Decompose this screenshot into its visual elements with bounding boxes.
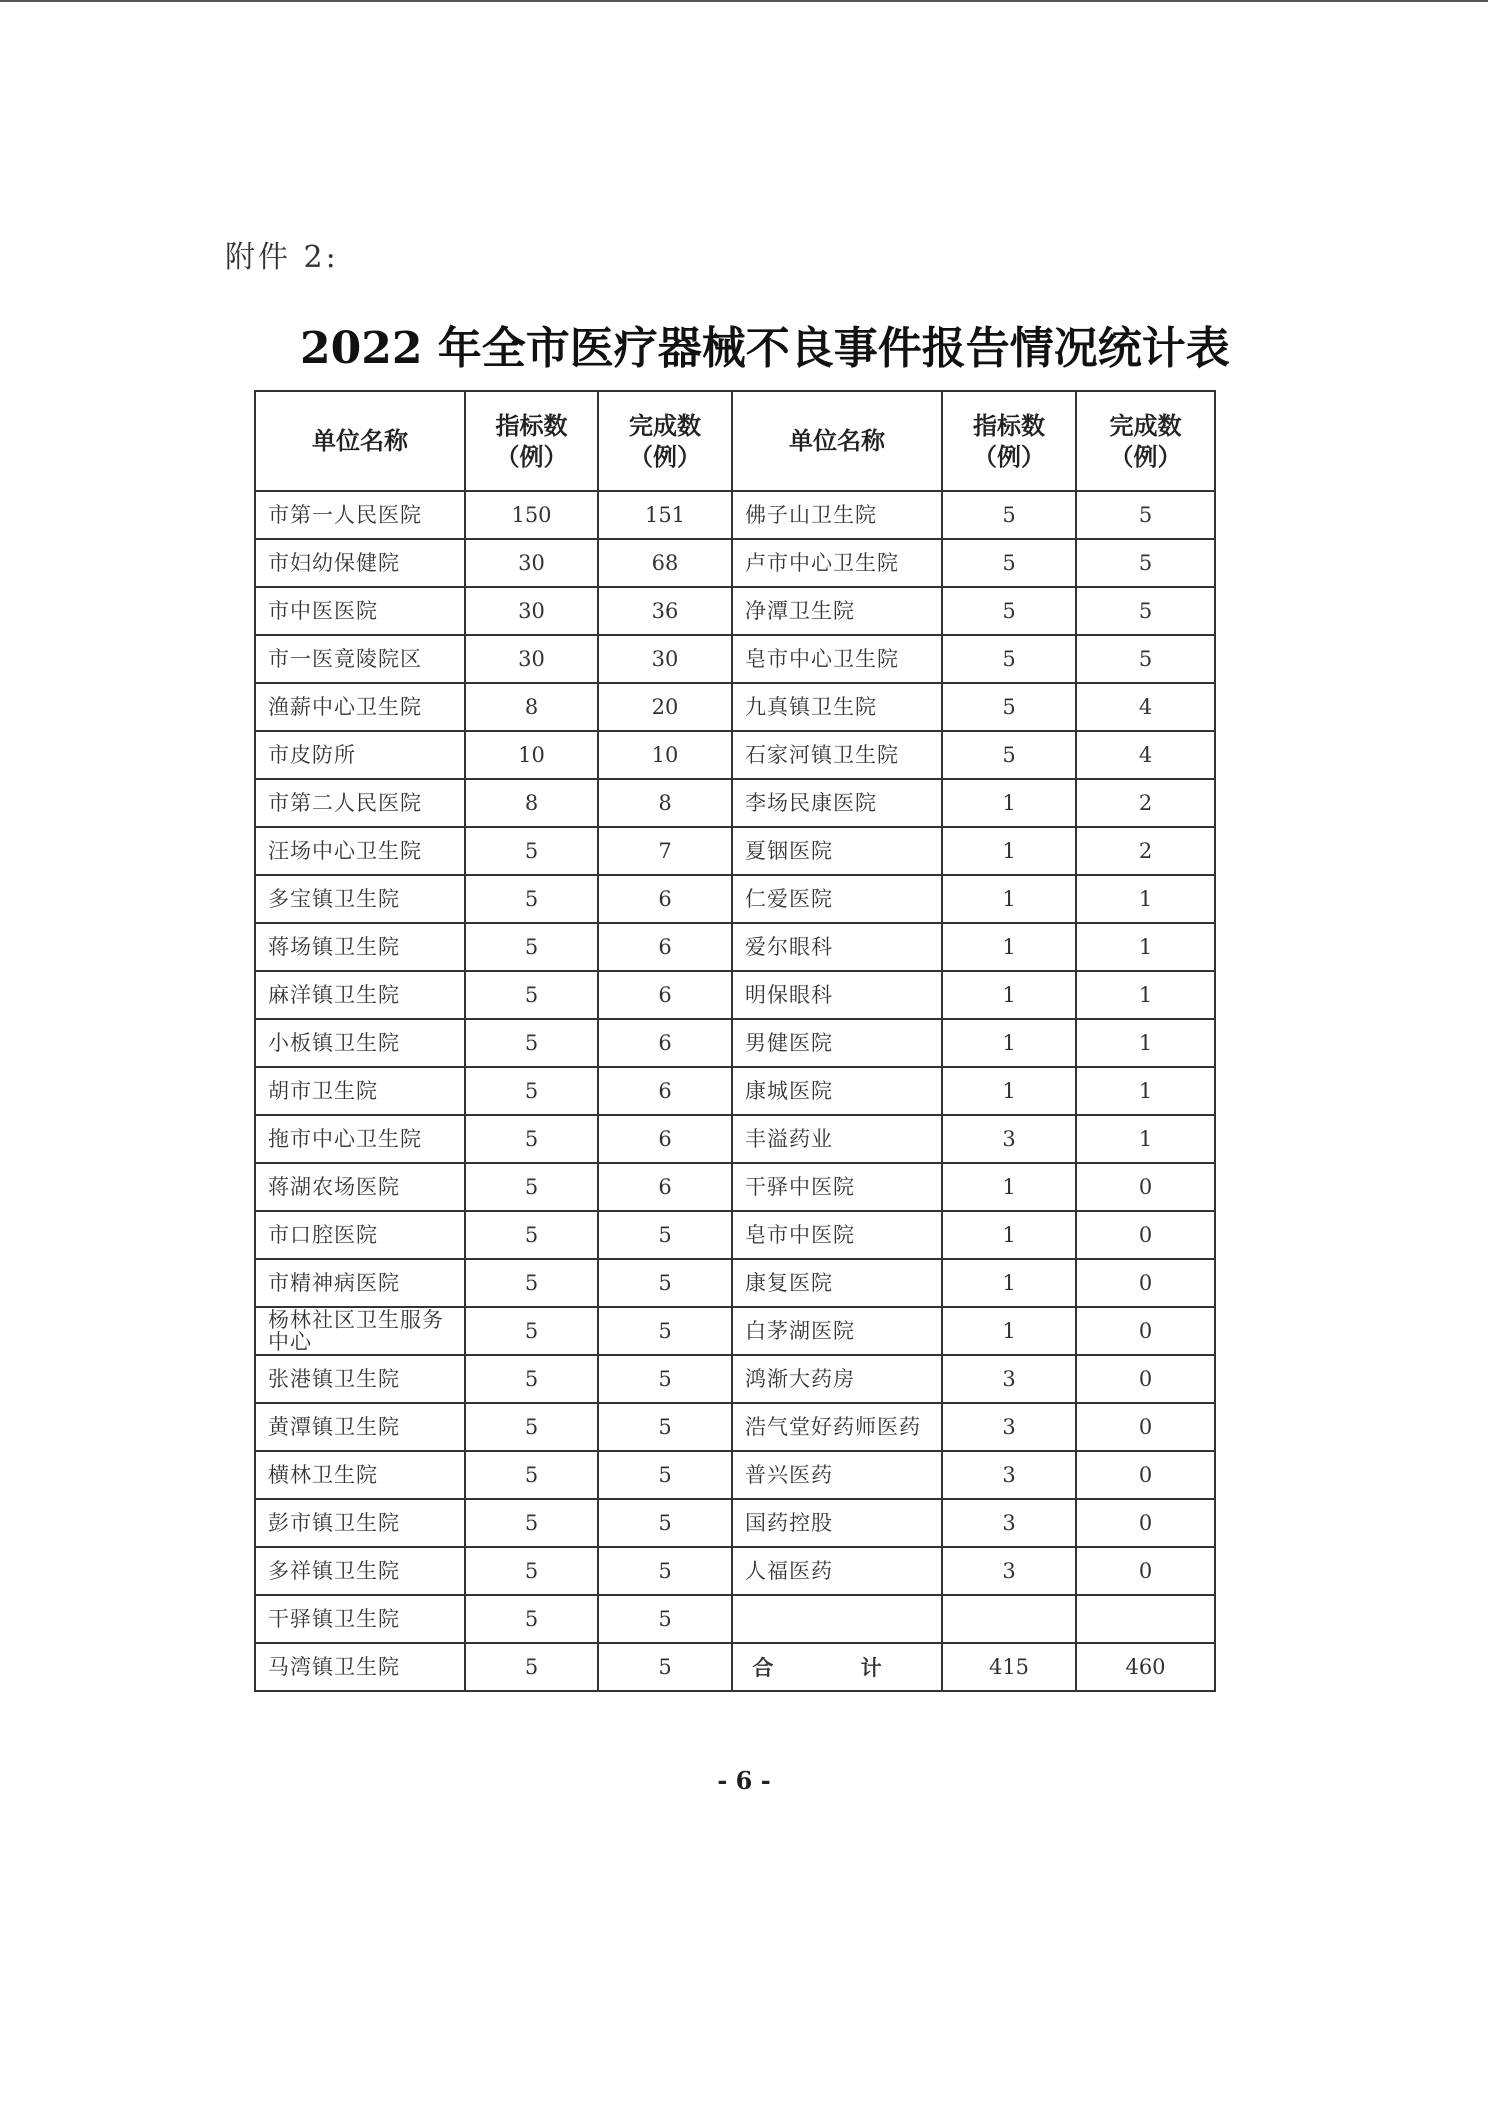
unit-name-cell: 男健医院 xyxy=(732,1019,942,1067)
unit-name-cell: 市一医竟陵院区 xyxy=(255,635,465,683)
unit-name-cell: 马湾镇卫生院 xyxy=(255,1643,465,1691)
target-cell: 1 xyxy=(942,1163,1076,1211)
completed-cell: 36 xyxy=(598,587,732,635)
unit-name-cell: 拖市中心卫生院 xyxy=(255,1115,465,1163)
table-body xyxy=(255,491,1215,1691)
unit-name-cell: 爱尔眼科 xyxy=(732,923,942,971)
target-cell: 8 xyxy=(465,779,598,827)
unit-name-cell: 蒋湖农场医院 xyxy=(255,1163,465,1211)
table-row xyxy=(255,1499,1215,1547)
unit-name-cell: 横林卫生院 xyxy=(255,1451,465,1499)
unit-name-cell: 鸿渐大药房 xyxy=(732,1355,942,1403)
unit-name-cell: 康城医院 xyxy=(732,1067,942,1115)
target-cell: 1 xyxy=(942,875,1076,923)
target-cell: 5 xyxy=(465,875,598,923)
unit-name-cell: 市中医医院 xyxy=(255,587,465,635)
unit-name-cell: 汪场中心卫生院 xyxy=(255,827,465,875)
completed-cell: 5 xyxy=(1076,539,1215,587)
header-target: 指标数（例） xyxy=(465,391,598,491)
target-cell: 1 xyxy=(942,923,1076,971)
target-cell: 5 xyxy=(465,1355,598,1403)
completed-cell: 0 xyxy=(1076,1307,1215,1355)
unit-name-cell: 市精神病医院 xyxy=(255,1259,465,1307)
table-row xyxy=(255,731,1215,779)
header-completed: 完成数（例） xyxy=(598,391,732,491)
completed-cell: 0 xyxy=(1076,1163,1215,1211)
completed-cell: 1 xyxy=(1076,1115,1215,1163)
target-cell: 1 xyxy=(942,1211,1076,1259)
target-cell: 5 xyxy=(465,1259,598,1307)
unit-name-cell: 九真镇卫生院 xyxy=(732,683,942,731)
unit-name-cell: 明保眼科 xyxy=(732,971,942,1019)
table-row xyxy=(255,635,1215,683)
unit-name-cell: 张港镇卫生院 xyxy=(255,1355,465,1403)
table-row xyxy=(255,1547,1215,1595)
completed-cell: 0 xyxy=(1076,1211,1215,1259)
completed-cell: 1 xyxy=(1076,971,1215,1019)
unit-name-cell xyxy=(732,1595,942,1643)
statistics-table xyxy=(254,390,1216,1692)
document-title: 2022 年全市医疗器械不良事件报告情况统计表 xyxy=(300,323,1230,374)
table-row xyxy=(255,1355,1215,1403)
completed-cell: 5 xyxy=(598,1403,732,1451)
table-row xyxy=(255,587,1215,635)
unit-name-cell: 丰溢药业 xyxy=(732,1115,942,1163)
unit-name-cell: 市第二人民医院 xyxy=(255,779,465,827)
table-row xyxy=(255,1307,1215,1355)
target-cell: 1 xyxy=(942,1067,1076,1115)
completed-cell: 1 xyxy=(1076,1019,1215,1067)
unit-name-cell: 多祥镇卫生院 xyxy=(255,1547,465,1595)
table-row xyxy=(255,875,1215,923)
completed-cell: 0 xyxy=(1076,1355,1215,1403)
unit-name-cell: 皂市中心卫生院 xyxy=(732,635,942,683)
completed-cell: 5 xyxy=(1076,587,1215,635)
target-cell: 5 xyxy=(465,1211,598,1259)
target-cell: 3 xyxy=(942,1547,1076,1595)
completed-cell: 0 xyxy=(1076,1451,1215,1499)
completed-cell: 5 xyxy=(598,1451,732,1499)
target-cell: 1 xyxy=(942,1019,1076,1067)
unit-name-cell: 市皮防所 xyxy=(255,731,465,779)
table-row xyxy=(255,1259,1215,1307)
target-cell: 5 xyxy=(942,491,1076,539)
unit-name-cell: 康复医院 xyxy=(732,1259,942,1307)
target-cell: 5 xyxy=(942,731,1076,779)
completed-cell: 30 xyxy=(598,635,732,683)
header-unit-name: 单位名称 xyxy=(732,391,942,491)
header-completed: 完成数（例） xyxy=(1076,391,1215,491)
unit-name-cell: 市口腔医院 xyxy=(255,1211,465,1259)
completed-cell: 6 xyxy=(598,1163,732,1211)
unit-name-cell: 仁爱医院 xyxy=(732,875,942,923)
table-row xyxy=(255,1067,1215,1115)
target-cell: 3 xyxy=(942,1355,1076,1403)
completed-cell: 0 xyxy=(1076,1259,1215,1307)
target-cell: 5 xyxy=(465,1067,598,1115)
attachment-label: 附件 2: xyxy=(225,240,339,275)
unit-name-cell: 夏铟医院 xyxy=(732,827,942,875)
unit-name-cell: 干驿镇卫生院 xyxy=(255,1595,465,1643)
completed-cell: 5 xyxy=(1076,491,1215,539)
header-unit-name: 单位名称 xyxy=(255,391,465,491)
target-cell: 415 xyxy=(942,1643,1076,1691)
target-cell: 30 xyxy=(465,539,598,587)
target-cell: 1 xyxy=(942,827,1076,875)
unit-name-cell: 李场民康医院 xyxy=(732,779,942,827)
completed-cell: 68 xyxy=(598,539,732,587)
target-cell: 1 xyxy=(942,1307,1076,1355)
unit-name-cell: 皂市中医院 xyxy=(732,1211,942,1259)
unit-name-cell: 干驿中医院 xyxy=(732,1163,942,1211)
completed-cell: 0 xyxy=(1076,1403,1215,1451)
completed-cell: 5 xyxy=(598,1595,732,1643)
completed-cell: 5 xyxy=(1076,635,1215,683)
table-row xyxy=(255,491,1215,539)
target-cell: 30 xyxy=(465,635,598,683)
target-cell: 3 xyxy=(942,1451,1076,1499)
target-cell: 8 xyxy=(465,683,598,731)
completed-cell: 151 xyxy=(598,491,732,539)
unit-name-cell: 黄潭镇卫生院 xyxy=(255,1403,465,1451)
completed-cell: 6 xyxy=(598,1019,732,1067)
table-row xyxy=(255,1643,1215,1691)
unit-name-cell: 浩气堂好药师医药 xyxy=(732,1403,942,1451)
completed-cell: 2 xyxy=(1076,827,1215,875)
header-target: 指标数（例） xyxy=(942,391,1076,491)
completed-cell: 0 xyxy=(1076,1499,1215,1547)
table-row xyxy=(255,827,1215,875)
unit-name-cell: 石家河镇卫生院 xyxy=(732,731,942,779)
unit-name-cell: 人福医药 xyxy=(732,1547,942,1595)
table-row xyxy=(255,923,1215,971)
unit-name-cell: 多宝镇卫生院 xyxy=(255,875,465,923)
completed-cell: 6 xyxy=(598,1067,732,1115)
completed-cell: 6 xyxy=(598,923,732,971)
target-cell: 1 xyxy=(942,1259,1076,1307)
target-cell: 5 xyxy=(465,1547,598,1595)
completed-cell: 6 xyxy=(598,875,732,923)
scan-edge xyxy=(0,0,1488,2)
table-row xyxy=(255,1211,1215,1259)
completed-cell: 5 xyxy=(598,1307,732,1355)
completed-cell: 7 xyxy=(598,827,732,875)
target-cell: 5 xyxy=(465,1451,598,1499)
target-cell: 1 xyxy=(942,779,1076,827)
target-cell: 30 xyxy=(465,587,598,635)
table-row xyxy=(255,1595,1215,1643)
target-cell: 5 xyxy=(942,683,1076,731)
completed-cell: 8 xyxy=(598,779,732,827)
completed-cell: 1 xyxy=(1076,923,1215,971)
unit-name-cell: 胡市卫生院 xyxy=(255,1067,465,1115)
target-cell: 1 xyxy=(942,971,1076,1019)
completed-cell: 4 xyxy=(1076,683,1215,731)
table-row xyxy=(255,971,1215,1019)
target-cell: 5 xyxy=(465,1163,598,1211)
target-cell: 3 xyxy=(942,1499,1076,1547)
target-cell: 5 xyxy=(465,827,598,875)
target-cell: 5 xyxy=(465,923,598,971)
target-cell: 3 xyxy=(942,1403,1076,1451)
completed-cell: 6 xyxy=(598,1115,732,1163)
target-cell: 5 xyxy=(465,1019,598,1067)
unit-name-cell: 小板镇卫生院 xyxy=(255,1019,465,1067)
table-row xyxy=(255,1115,1215,1163)
table-row xyxy=(255,1019,1215,1067)
target-cell: 5 xyxy=(465,971,598,1019)
completed-cell: 5 xyxy=(598,1499,732,1547)
unit-name-cell: 卢市中心卫生院 xyxy=(732,539,942,587)
unit-name-cell: 净潭卫生院 xyxy=(732,587,942,635)
completed-cell: 5 xyxy=(598,1211,732,1259)
target-cell: 5 xyxy=(942,587,1076,635)
unit-name-cell: 麻洋镇卫生院 xyxy=(255,971,465,1019)
page-number: - 6 - xyxy=(717,1766,771,1795)
table-row xyxy=(255,1163,1215,1211)
target-cell: 3 xyxy=(942,1115,1076,1163)
target-cell: 5 xyxy=(465,1499,598,1547)
target-cell: 5 xyxy=(465,1403,598,1451)
completed-cell: 5 xyxy=(598,1643,732,1691)
completed-cell: 0 xyxy=(1076,1547,1215,1595)
target-cell: 5 xyxy=(465,1307,598,1355)
completed-cell: 2 xyxy=(1076,779,1215,827)
completed-cell: 1 xyxy=(1076,875,1215,923)
target-cell: 5 xyxy=(942,539,1076,587)
table-header-row xyxy=(255,391,1215,491)
completed-cell: 1 xyxy=(1076,1067,1215,1115)
unit-name-cell: 市第一人民医院 xyxy=(255,491,465,539)
unit-name-cell: 市妇幼保健院 xyxy=(255,539,465,587)
target-cell: 5 xyxy=(465,1115,598,1163)
target-cell: 10 xyxy=(465,731,598,779)
completed-cell: 6 xyxy=(598,971,732,1019)
completed-cell: 10 xyxy=(598,731,732,779)
target-cell: 5 xyxy=(942,635,1076,683)
unit-name-cell: 蒋场镇卫生院 xyxy=(255,923,465,971)
completed-cell: 460 xyxy=(1076,1643,1215,1691)
unit-name-cell: 渔薪中心卫生院 xyxy=(255,683,465,731)
unit-name-cell: 国药控股 xyxy=(732,1499,942,1547)
table-row xyxy=(255,1451,1215,1499)
total-label-cell: 合 计 xyxy=(732,1643,942,1691)
unit-name-cell: 普兴医药 xyxy=(732,1451,942,1499)
completed-cell: 20 xyxy=(598,683,732,731)
target-cell xyxy=(942,1595,1076,1643)
unit-name-cell: 白茅湖医院 xyxy=(732,1307,942,1355)
unit-name-cell: 杨林社区卫生服务中心 xyxy=(255,1307,465,1355)
target-cell: 5 xyxy=(465,1595,598,1643)
table-row xyxy=(255,539,1215,587)
completed-cell: 5 xyxy=(598,1355,732,1403)
completed-cell: 4 xyxy=(1076,731,1215,779)
table-row xyxy=(255,683,1215,731)
completed-cell: 5 xyxy=(598,1547,732,1595)
table-row xyxy=(255,1403,1215,1451)
unit-name-cell: 彭市镇卫生院 xyxy=(255,1499,465,1547)
target-cell: 5 xyxy=(465,1643,598,1691)
table-row xyxy=(255,779,1215,827)
target-cell: 150 xyxy=(465,491,598,539)
completed-cell: 5 xyxy=(598,1259,732,1307)
completed-cell xyxy=(1076,1595,1215,1643)
unit-name-cell: 佛子山卫生院 xyxy=(732,491,942,539)
